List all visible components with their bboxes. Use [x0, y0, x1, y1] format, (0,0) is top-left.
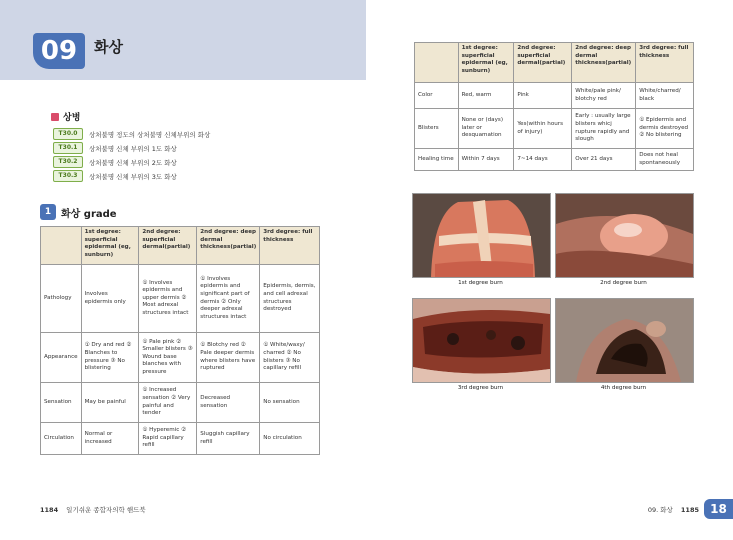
- chapter-tab-badge: 18: [704, 499, 733, 519]
- icd-description: 상처불명 신체 부위의 3도 화상: [89, 172, 177, 181]
- table-header: 2nd degree: deep dermal thickness(partial): [572, 43, 636, 83]
- left-page-footer: [40, 505, 146, 514]
- charred-torso-photo: [555, 298, 694, 383]
- icd-code: T30.0: [53, 128, 83, 140]
- list-item: [53, 155, 210, 169]
- row-label: Healing time: [415, 149, 459, 171]
- icd-code-list: [53, 127, 210, 183]
- table-row: [41, 423, 320, 455]
- burn-grade-table: [40, 226, 320, 455]
- row-label: Pathology: [41, 265, 82, 333]
- table-header: 3rd degree: full thickness: [636, 43, 694, 83]
- chapter-title: 화상: [94, 38, 123, 56]
- table-header: 3rd degree: full thickness: [260, 227, 320, 265]
- table-cell: ① Pale pink ② Smaller blisters ③ Wound base blanches with pressure: [139, 333, 197, 383]
- table-cell: ① Involves epidermis and upper dermis ② Most adrexal structures intact: [139, 265, 197, 333]
- table-row: [41, 265, 320, 333]
- chapter-number-badge: 09: [33, 33, 85, 69]
- table-header: 2nd degree: deep dermal thickness(partial): [197, 227, 260, 265]
- sunburn-back-illustration: [413, 194, 550, 277]
- table-cell: Over 21 days: [572, 149, 636, 171]
- table-cell: ① White/waxy/ charred ② No blisters ③ No capillary refill: [260, 333, 320, 383]
- table-cell: Yes(within hours of injury): [514, 109, 572, 149]
- bullet-icon: [51, 113, 59, 121]
- table-header: 2nd degree: superficial dermal(partial): [514, 43, 572, 83]
- table-row: [41, 383, 320, 423]
- charred-torso-illustration: [556, 299, 693, 382]
- icd-code: T30.1: [53, 142, 83, 154]
- table-cell: ① Involves epidermis and significant part of dermis ② Only deeper adrexal structures intact: [197, 265, 260, 333]
- table-cell: Early : usually large blisters whicj rupture rapidly and slough: [572, 109, 636, 149]
- table-cell: No circulation: [260, 423, 320, 455]
- table-header-empty: [415, 43, 459, 83]
- chapter-footer-title: 09. 화상: [647, 506, 673, 514]
- photo-caption: 1st degree burn: [458, 280, 503, 286]
- table-cell: ① Blotchy red ② Pale deeper dermis where blisters have ruptured: [197, 333, 260, 383]
- photo-caption: 2nd degree burn: [600, 280, 647, 286]
- table-cell: No sensation: [260, 383, 320, 423]
- burn-feature-table: [414, 42, 694, 171]
- icd-code: T30.2: [53, 156, 83, 168]
- icd-description: 상처불명 신체 부위의 1도 화상: [89, 144, 177, 153]
- blister-illustration: [556, 194, 693, 277]
- table-cell: ① Dry and red ② Blanches to pressure ③ No blistering: [81, 333, 139, 383]
- section-title: 화상 grade: [61, 208, 117, 220]
- list-item: [53, 127, 210, 141]
- table-row: [41, 333, 320, 383]
- row-label: Appearance: [41, 333, 82, 383]
- table-cell: None or (days) later or desquamation: [458, 109, 514, 149]
- table-cell: White/pale pink/ blotchy red: [572, 83, 636, 109]
- list-item: [53, 169, 210, 183]
- table-header-empty: [41, 227, 82, 265]
- row-label: Circulation: [41, 423, 82, 455]
- table-cell: Epidermis, dermis, and cell adrexal structures destroyed: [260, 265, 320, 333]
- table-row: [415, 109, 694, 149]
- icd-description: 상처불명 정도의 상처불명 신체부위의 화상: [89, 130, 211, 139]
- table-header: 2nd degree: superficial dermal(partial): [139, 227, 197, 265]
- table-cell: Within 7 days: [458, 149, 514, 171]
- table-cell: ① Increased sensation ② Very painful and tender: [139, 383, 197, 423]
- left-page-number: 1184: [40, 506, 59, 514]
- section-heading: [40, 204, 117, 220]
- sangbyeong-heading: [51, 110, 80, 123]
- table-row: [415, 149, 694, 171]
- section-number-badge: 1: [40, 204, 56, 220]
- table-cell: Sluggish capillary refill: [197, 423, 260, 455]
- icd-code: T30.3: [53, 170, 83, 182]
- table-cell: Pink: [514, 83, 572, 109]
- table-cell: Involves epidermis only: [81, 265, 139, 333]
- table-cell: ① Hyperemic ② Rapid capillary refill: [139, 423, 197, 455]
- photo-caption: 3rd degree burn: [457, 385, 504, 391]
- row-label: Sensation: [41, 383, 82, 423]
- list-item: [53, 141, 210, 155]
- row-label: Blisters: [415, 109, 459, 149]
- sangbyeong-label: 상병: [63, 113, 81, 123]
- sunburn-back-photo: [412, 193, 551, 278]
- charred-leg-photo: [412, 298, 551, 383]
- table-cell: May be painful: [81, 383, 139, 423]
- table-cell: Red, warm: [458, 83, 514, 109]
- right-page-footer: [648, 505, 699, 514]
- right-page-number: 1185: [680, 506, 699, 514]
- table-cell: ① Epidermis and dermis destroyed ② No blistering: [636, 109, 694, 149]
- table-header: 1st degree: superficial epidermal (eg, sunburn): [458, 43, 514, 83]
- book-title: 일기쉬운 종합자의학 핸드북: [66, 506, 146, 514]
- table-cell: 7~14 days: [514, 149, 572, 171]
- table-cell: White/charred/ black: [636, 83, 694, 109]
- blister-photo: [555, 193, 694, 278]
- photo-caption: 4th degree burn: [600, 385, 647, 391]
- icd-description: 상처불명 신체 부위의 2도 화상: [89, 158, 177, 167]
- table-header: 1st degree: superficial epidermal (eg, sunburn): [81, 227, 139, 265]
- table-cell: Normal or increased: [81, 423, 139, 455]
- table-cell: Decreased sensation: [197, 383, 260, 423]
- table-row: [415, 83, 694, 109]
- row-label: Color: [415, 83, 459, 109]
- charred-leg-illustration: [413, 299, 550, 382]
- table-cell: Does not heal spontaneously: [636, 149, 694, 171]
